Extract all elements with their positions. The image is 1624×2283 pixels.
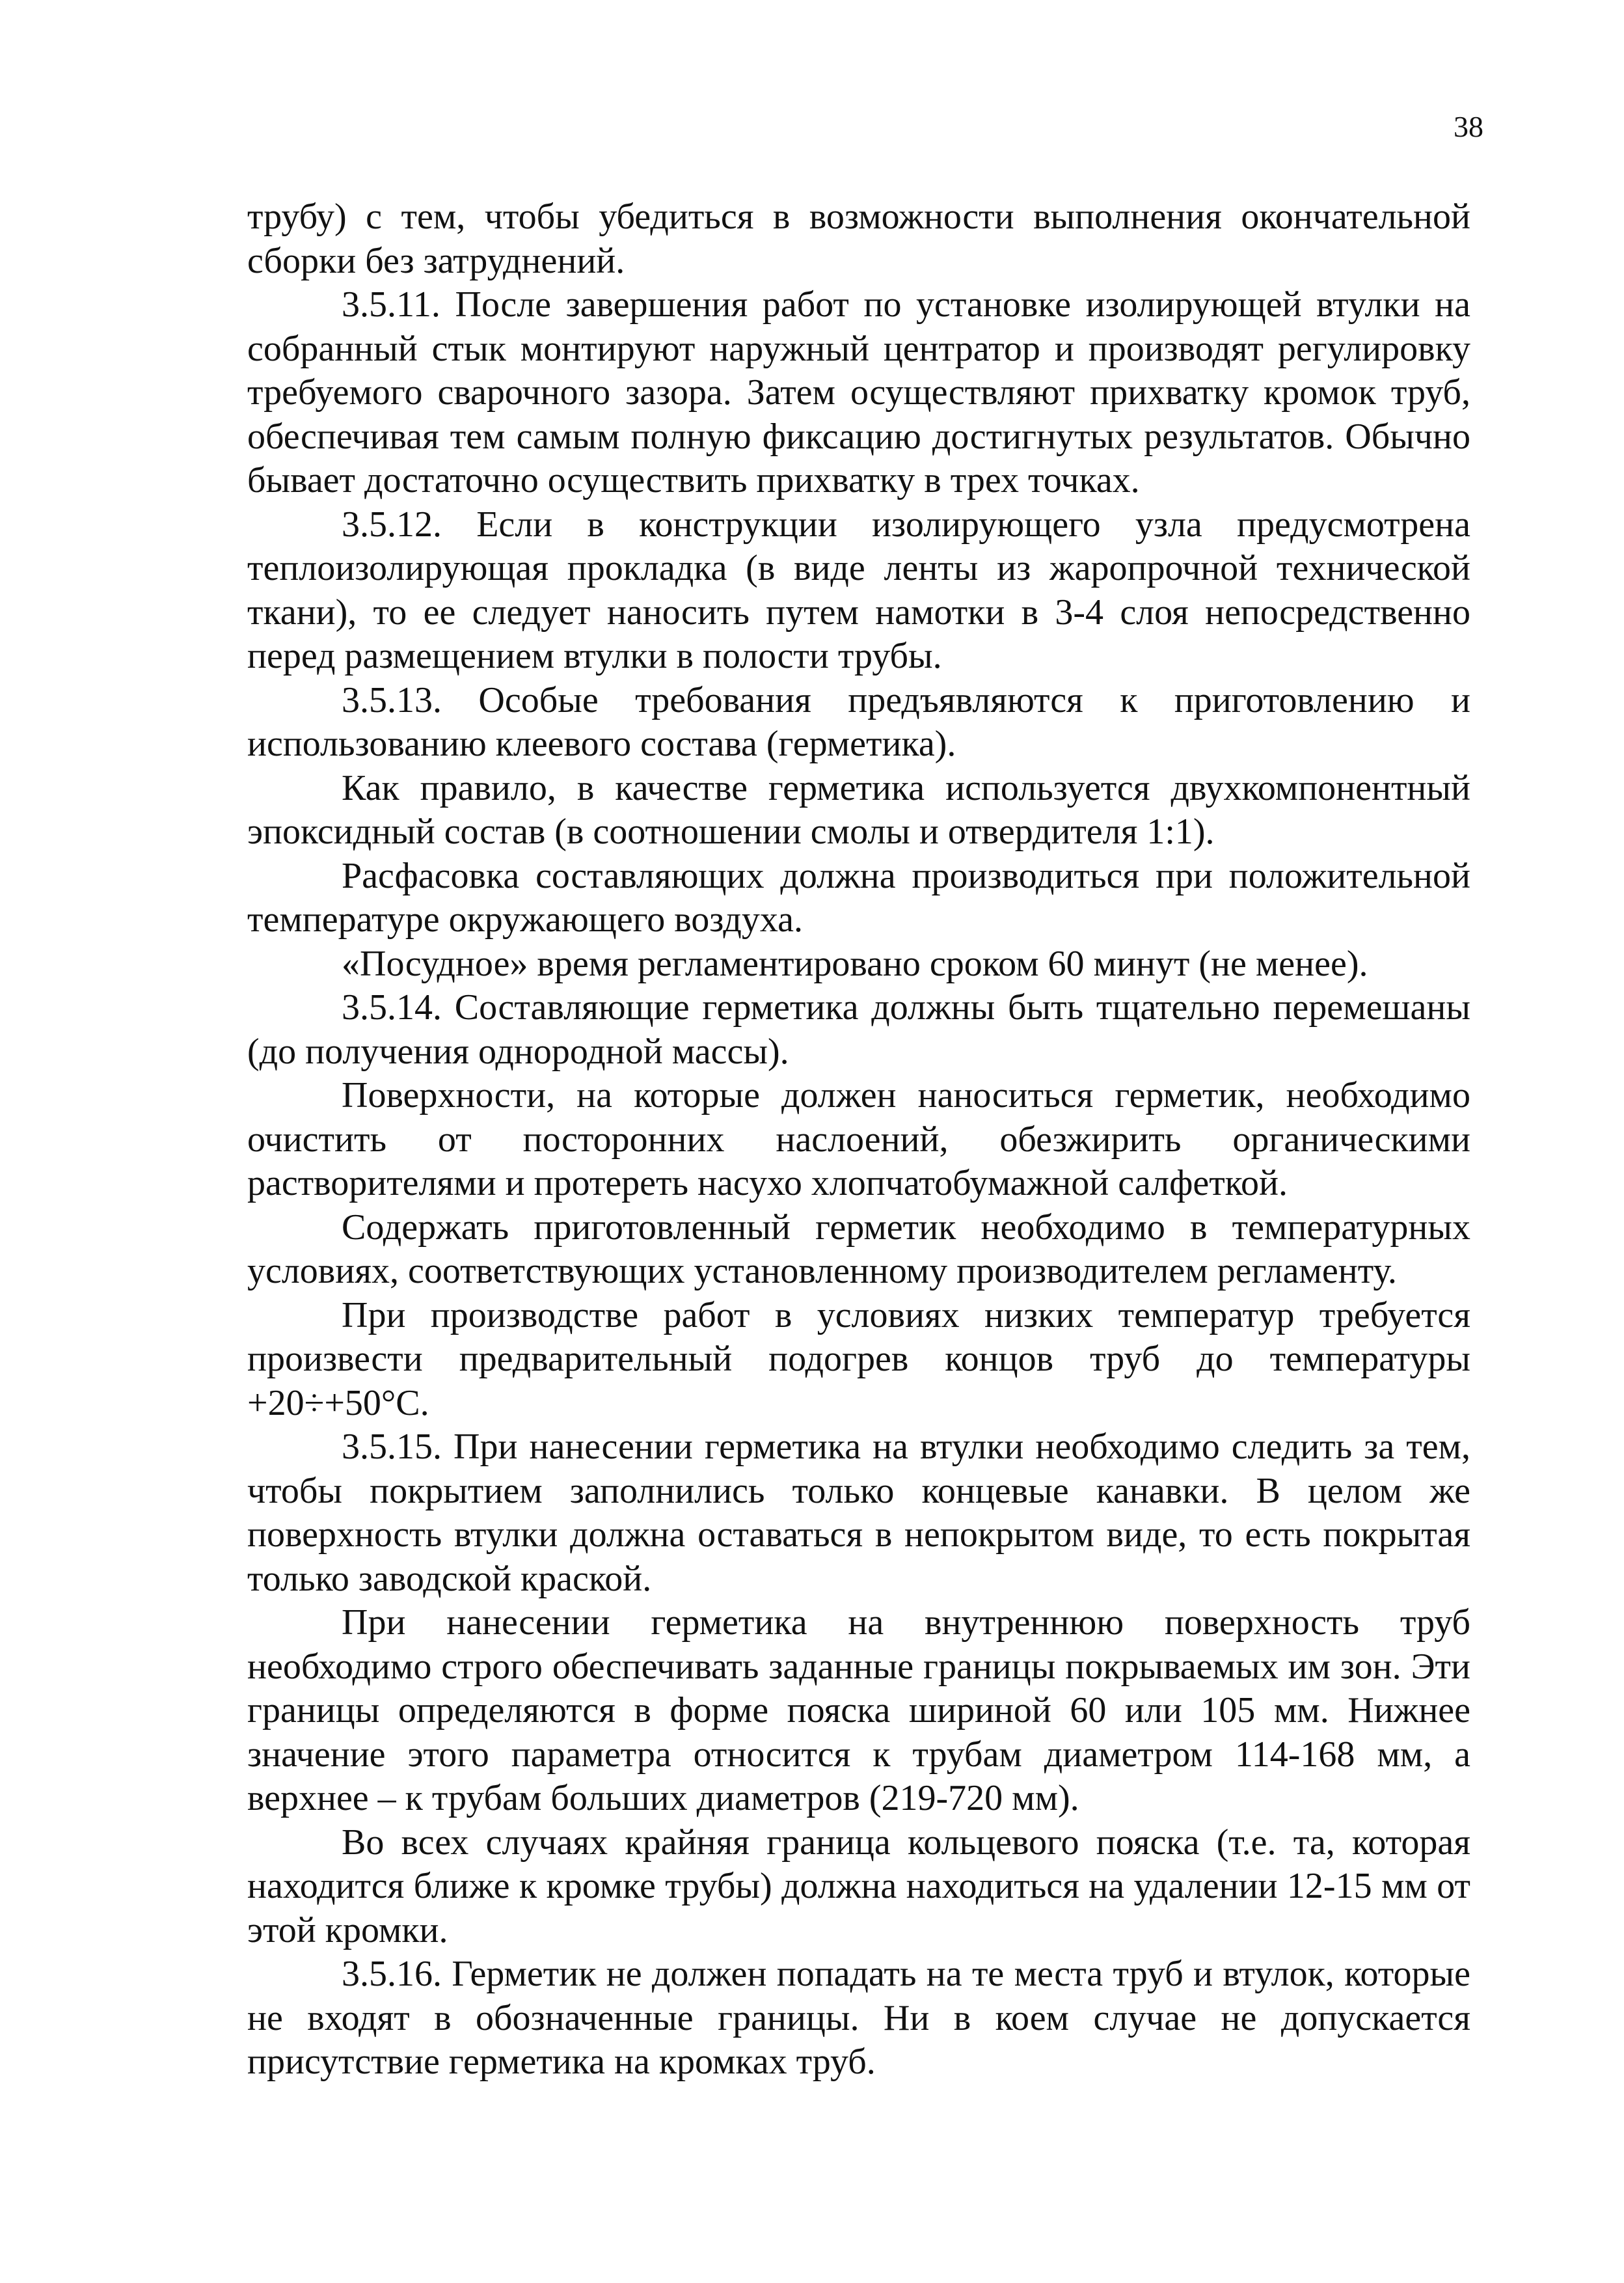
paragraph: При производстве работ в условиях низких температур требуется произвести предварительный подогрев концов труб до температуры +20÷+50°С. xyxy=(247,1294,1470,1423)
paragraph: трубу) с тем, чтобы убедиться в возможности выполнения окончательной сборки без затруднений. xyxy=(247,197,1470,281)
paragraph: «Посудное» время регламентировано сроком 60 минут (не менее). xyxy=(342,943,1368,984)
paragraph: Как правило, в качестве герметика используется двухкомпонентный эпоксидный состав (в соотношении смолы и отвердителя 1:1). xyxy=(247,767,1470,852)
paragraph: Поверхности, на которые должен наноситься герметик, необходимо очистить от посторонних наслоений, обезжирить органическими растворителями и протереть насухо хлопчатобумажной салфеткой. xyxy=(247,1075,1470,1203)
paragraph: 3.5.15. При нанесении герметика на втулки необходимо следить за тем, чтобы покрытием заполнились только концевые канавки. В целом же поверхность втулки должна оставаться в непокрытом виде, то есть покрытая только заводской краской. xyxy=(247,1427,1470,1599)
paragraph: 3.5.11. После завершения работ по установке изолирующей втулки на собранный стык монтируют наружный центратор и производят регулировку требуемого сварочного зазора. Затем осуществляют прихватку кромок труб, обеспечивая тем самым полную фиксацию достигнутых результатов. Обычно бывает достаточно осуществить прихватку в трех точках. xyxy=(247,284,1470,500)
paragraph: При нанесении герметика на внутреннюю поверхность труб необходимо строго обеспечивать заданные границы покрываемых им зон. Эти границы определяются в форме пояска шириной 60 или 105 мм. Нижнее значение этого параметра относится к трубам диаметром 114-168 мм, а верхнее – к трубам больших диаметров (219-720 мм). xyxy=(247,1602,1470,1818)
paragraph: 3.5.12. Если в конструкции изолирующего узла предусмотрена теплоизолирующая прокладка (в виде ленты из жаропрочной технической ткани), то ее следует наносить путем намотки в 3-4 слоя непосредственно перед размещением втулки в полости трубы. xyxy=(247,504,1470,676)
page-number: 38 xyxy=(1454,110,1483,143)
paragraph: Во всех случаях крайняя граница кольцевого пояска (т.е. та, которая находится ближе к кромке трубы) должна находиться на удалении 12-15 мм от этой кромки. xyxy=(247,1822,1470,1950)
paragraph: Содержать приготовленный герметик необходимо в температурных условиях, соответствующих установленному производителем регламенту. xyxy=(247,1207,1470,1291)
paragraph: 3.5.16. Герметик не должен попадать на те места труб и втулок, которые не входят в обозначенные границы. Ни в коем случае не допускается присутствие герметика на кромках труб. xyxy=(247,1954,1470,2082)
document-body xyxy=(247,195,1470,2085)
paragraph: Расфасовка составляющих должна производиться при положительной температуре окружающего воздуха. xyxy=(247,855,1470,940)
paragraph: 3.5.13. Особые требования предъявляются к приготовлению и использованию клеевого состава (герметика). xyxy=(247,679,1470,764)
paragraph: 3.5.14. Составляющие герметика должны быть тщательно перемешаны (до получения однородной массы). xyxy=(247,987,1470,1072)
